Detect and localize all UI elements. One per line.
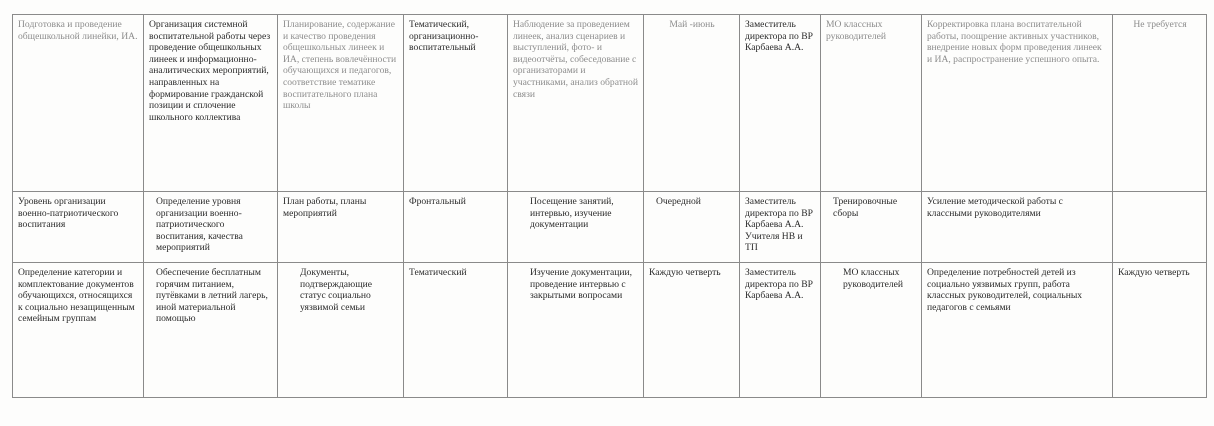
table-cell: Усиление методической работы с классными руководителями: [922, 192, 1113, 263]
table-cell: Тематический, организационно-воспитательный: [404, 15, 508, 192]
table-cell: Подготовка и проведение общешкольной линейки, ИА.: [13, 15, 144, 192]
table-row: [13, 192, 1207, 263]
table-row: [13, 263, 1207, 398]
table-cell: Каждую четверть: [644, 263, 740, 398]
table-cell: МО классных руководителей: [821, 15, 922, 192]
table-row: [13, 15, 1207, 192]
table-cell: Не требуется: [1113, 15, 1207, 192]
table-cell: Уровень организации военно-патриотического воспитания: [13, 192, 144, 263]
table-cell: Обеспечение бесплатным горячим питанием, путёвками в летний лагерь, иной материальной помощью: [144, 263, 278, 398]
table-cell: Тренировочные сборы: [821, 192, 922, 263]
table-cell: Заместитель директора по ВР Карбаева А.А.: [740, 15, 821, 192]
control-plan-table: [12, 14, 1207, 398]
table-cell: Наблюдение за проведением линеек, анализ сценариев и выступлений, фото- и видеоотчёты, собеседование с организаторами и участниками, анализ обратной связи: [508, 15, 644, 192]
table-cell: Посещение занятий, интервью, изучение документации: [508, 192, 644, 263]
table-cell: Корректировка плана воспитательной работы, поощрение активных участников, внедрение новых форм проведения линеек и ИА, распространение успешного опыта.: [922, 15, 1113, 192]
table-cell: Определение уровня организации военно-патриотического воспитания, качества мероприятий: [144, 192, 278, 263]
table-cell: Заместитель директора по ВР Карбаева А.А. Учителя НВ и ТП: [740, 192, 821, 263]
table-cell: Май -июнь: [644, 15, 740, 192]
table-cell: МО классных руководителей: [821, 263, 922, 398]
table-cell: Документы, подтверждающие статус социально уязвимой семьи: [278, 263, 404, 398]
table-cell: Изучение документации, проведение интервью с закрытыми вопросами: [508, 263, 644, 398]
table-cell: Заместитель директора по ВР Карбаева А.А.: [740, 263, 821, 398]
table-cell: Определение потребностей детей из социально уязвимых групп, работа классных руководителей, социальных педагогов с семьями: [922, 263, 1113, 398]
table-cell: Очередной: [644, 192, 740, 263]
table-cell: План работы, планы мероприятий: [278, 192, 404, 263]
table-cell: Фронтальный: [404, 192, 508, 263]
table-cell: Определение категории и комплектование документов обучающихся, относящихся к социально незащищенным семейным группам: [13, 263, 144, 398]
table-cell: Тематический: [404, 263, 508, 398]
table-cell: [1113, 192, 1207, 263]
table-cell: Планирование, содержание и качество проведения общешкольных линеек и ИА, степень вовлечённости обучающихся и педагогов, соответствие тематике воспитательного плана школы: [278, 15, 404, 192]
table-cell: Каждую четверть: [1113, 263, 1207, 398]
table-cell: Организация системной воспитательной работы через проведение общешкольных линеек и информационно-аналитических мероприятий, направленных на формирование гражданской позиции и сплочение школьного коллектива: [144, 15, 278, 192]
